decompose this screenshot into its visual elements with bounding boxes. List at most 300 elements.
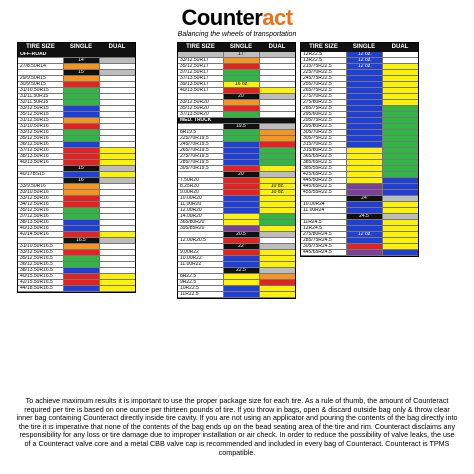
dual-cell (259, 88, 295, 93)
dual-cell (382, 190, 418, 195)
dual-cell (99, 136, 135, 141)
tire-size-cell: 31/11.50R15 (20, 94, 49, 99)
tire-size-cell: 245/70R19.5 (180, 142, 209, 147)
dual-cell (382, 58, 418, 63)
single-cell (223, 76, 259, 81)
tire-size-cell: 13R22.5 (303, 58, 322, 63)
dual-cell (259, 244, 295, 249)
tire-table-2 (177, 42, 296, 299)
tire-size-cell: 305/70R19.5 (180, 166, 209, 171)
single-cell (63, 202, 99, 207)
dual-cell (259, 58, 295, 63)
single-cell: 14" (63, 58, 99, 63)
dual-cell (259, 286, 295, 291)
dual-cell (259, 178, 295, 183)
dual-cell (99, 148, 135, 153)
tire-size-cell: 275/70R19.5 (180, 154, 209, 159)
dual-cell (99, 172, 135, 177)
tire-size-cell: 8R22.5 (180, 274, 197, 279)
tire-size-cell: 245/75R22.5 (303, 76, 332, 81)
dual-cell (382, 148, 418, 153)
single-cell (223, 142, 259, 147)
single-cell (346, 142, 382, 147)
single-cell: 19.5" (223, 124, 259, 129)
dual-cell (99, 202, 135, 207)
tire-size-cell: 12.00R20.5 (180, 238, 206, 243)
tire-size-cell: 11.00R20 (180, 202, 202, 207)
single-cell (63, 208, 99, 213)
single-cell: 16" (63, 178, 99, 183)
tire-size-cell: 385/55R22.5 (303, 166, 332, 171)
dual-cell (382, 100, 418, 105)
dual-cell (99, 196, 135, 201)
single-cell (223, 136, 259, 141)
tire-size-cell (18, 70, 63, 75)
single-cell: 12 oz. (346, 58, 382, 63)
single-cell (63, 142, 99, 147)
single-cell (223, 58, 259, 63)
dual-cell (259, 136, 295, 141)
header-single: SINGLE (69, 44, 93, 50)
single-cell: 16 oz. (223, 82, 259, 87)
tire-size-cell: 305/70R22.5 (303, 130, 332, 135)
tire-size-cell: 11R22.5 (180, 292, 199, 297)
brand-name (0, 6, 474, 30)
tire-size-cell: 38/13.50R16.5 (20, 268, 53, 273)
tire-size-cell: 285/70R19.5 (180, 160, 209, 165)
header-dual: DUAL (108, 44, 126, 50)
table-header (18, 43, 135, 52)
single-cell (223, 88, 259, 93)
single-cell (346, 112, 382, 117)
dual-cell (259, 142, 295, 147)
tire-size-cell: 275/70R22.5 (303, 94, 332, 99)
dual-cell (259, 196, 295, 201)
dual-cell (259, 70, 295, 75)
tire-size-cell: 42/14.50R16 (20, 232, 49, 237)
tire-size-cell (178, 244, 223, 249)
single-cell (346, 208, 382, 213)
dual-cell (382, 202, 418, 207)
tire-size-cell: 9.00R22 (180, 250, 199, 255)
tire-size-cell: 12.00R20 (180, 208, 202, 213)
tire-size-cell: 31/10.50R15 (20, 88, 49, 93)
single-cell (223, 292, 259, 297)
single-cell: 24" (346, 196, 382, 201)
tagline: Balancing the wheels of transportation (177, 31, 297, 38)
tire-size-cell: 7.50R20 (180, 178, 199, 183)
dual-cell (259, 76, 295, 81)
tire-size-cell: 10.00R24 (303, 202, 325, 207)
tire-size-cell: 295/80R22.5 (303, 124, 332, 129)
single-cell (63, 118, 99, 123)
single-cell (346, 226, 382, 231)
table-header (301, 43, 418, 52)
single-cell: 20" (223, 172, 259, 177)
single-cell (223, 70, 259, 75)
single-cell (346, 76, 382, 81)
dual-cell (99, 58, 135, 63)
tire-size-cell (178, 172, 223, 177)
table-header (178, 43, 295, 52)
single-cell (63, 124, 99, 129)
dual-cell (99, 280, 135, 285)
tire-size-cell: 295/60R22.5 (303, 112, 332, 117)
single-cell (223, 196, 259, 201)
tire-size-cell: 33/9.50R16 (20, 184, 46, 189)
dual-cell (259, 52, 295, 57)
dual-cell (382, 64, 418, 69)
tire-size-cell: 44/18.50R16.5 (20, 286, 53, 291)
dual-cell (382, 184, 418, 189)
dual-cell (259, 274, 295, 279)
single-cell (63, 184, 99, 189)
dual-cell (99, 256, 135, 261)
tire-size-cell: 35/12.50R17 (180, 64, 209, 69)
single-cell (346, 100, 382, 105)
dual-cell (382, 106, 418, 111)
dual-cell (99, 184, 135, 189)
tire-size-cell: 27/8.50R14 (20, 64, 46, 69)
single-cell (223, 286, 259, 291)
single-cell (346, 82, 382, 87)
tire-size-cell: 29/9.50R15 (20, 76, 46, 81)
single-cell (346, 250, 382, 255)
dual-cell: 10 oz. (259, 190, 295, 195)
single-cell (223, 166, 259, 171)
dual-cell (99, 70, 135, 75)
header-size: TIRE SIZE (309, 44, 338, 50)
single-cell (223, 178, 259, 183)
header-single: SINGLE (352, 44, 376, 50)
tire-size-cell: 37/12.50R16 (20, 214, 49, 219)
single-cell (223, 154, 259, 159)
single-cell (223, 148, 259, 153)
tire-size-cell: 295/75R22.5 (303, 118, 332, 123)
tire-size-cell: 31/10.50R16.5 (20, 244, 53, 249)
tire-size-cell: 10R22.5 (180, 286, 199, 291)
dual-cell (99, 154, 135, 159)
tire-size-cell: 37/13.50R20 (180, 112, 209, 117)
dual-cell (259, 148, 295, 153)
header-dual: DUAL (268, 44, 286, 50)
tire-size-cell: 285/75R22.5 (303, 106, 332, 111)
dual-cell (99, 160, 135, 165)
single-cell (346, 136, 382, 141)
tire-size-cell: 11R24.5 (303, 220, 322, 225)
tire-size-cell: 40/13.50R16 (20, 160, 49, 165)
single-cell (346, 124, 382, 129)
single-cell (63, 286, 99, 291)
single-cell: 12 oz. (346, 52, 382, 57)
tire-size-cell: 275/80R22.5 (303, 100, 332, 105)
dual-cell (99, 118, 135, 123)
tire-size-cell: 265/70R19.5 (180, 148, 209, 153)
tire-size-cell: 35/12.50R20 (180, 106, 209, 111)
dual-cell (382, 88, 418, 93)
dual-cell (99, 286, 135, 291)
dual-cell (99, 232, 135, 237)
single-cell: 22" (223, 244, 259, 249)
tire-size-cell: 9.00R20 (180, 190, 199, 195)
dual-cell (259, 232, 295, 237)
single-cell (346, 154, 382, 159)
tire-size-cell: 445/50R22.5 (303, 178, 332, 183)
dual-cell (99, 262, 135, 267)
dual-cell (99, 226, 135, 231)
dual-cell (382, 232, 418, 237)
single-cell (223, 106, 259, 111)
single-cell (223, 190, 259, 195)
dual-cell (99, 238, 135, 243)
footer-note: To achieve maximum results it is important to use the proper package size for each tire. As a rule of thumb, the amount of Counteract required per tire is based on one ounce per thirteen pounds of tire. If you throw in bags, open & discard outside bag only & throw clear inner bag containing Counteract directly inside tire cavity. If you are not using an applicator and pouring the contents of the bag directly into the tire it is imperative that none of the contents of the bag ends up on the bead seating area of the tire and rim. Counteract disclaims any responsibility for any loss or tire damage due to improper installation or air check. In order to reduce the possibility of valve leaks, the use of a Counteract valve core and a metal CBB valve cap is recommended and included in every bag of Counteract. Counteract is TPMS compatible. (16, 396, 458, 457)
header-size: TIRE SIZE (26, 44, 55, 50)
single-cell: 17" (223, 52, 259, 57)
single-cell (63, 88, 99, 93)
dual-cell (259, 214, 295, 219)
dual-cell (259, 202, 295, 207)
tire-size-cell: 30/9.50R15 (20, 82, 46, 87)
single-cell: 20" (223, 94, 259, 99)
tire-table-3 (300, 42, 419, 257)
dual-cell (99, 124, 135, 129)
logo (0, 6, 474, 38)
tire-size-cell: OFF-ROAD (20, 52, 47, 57)
dual-cell (259, 106, 295, 111)
tire-size-cell: 305/75R24.5 (303, 244, 332, 249)
tire-size-cell: 225/70R22.5 (303, 70, 332, 75)
single-cell (63, 274, 99, 279)
table-row (301, 250, 418, 256)
single-cell (223, 220, 259, 225)
dual-cell (382, 52, 418, 57)
tire-size-cell: 37/12.50R16 (20, 148, 49, 153)
dual-cell (382, 76, 418, 81)
single-cell (223, 274, 259, 279)
dual-cell (99, 76, 135, 81)
single-cell (223, 160, 259, 165)
single-cell (63, 172, 99, 177)
dual-cell (99, 190, 135, 195)
tire-size-cell: 455/55R22.5 (303, 190, 332, 195)
tire-size-cell: 9R22.5 (180, 280, 197, 285)
tire-size-cell: 33/12.50R16.5 (20, 250, 53, 255)
tire-size-cell (301, 196, 346, 201)
single-cell (346, 166, 382, 171)
single-cell (346, 160, 382, 165)
tire-size-cell: 38/13.50R16 (20, 220, 49, 225)
tire-size-cell: 275/80R24.5 (303, 232, 332, 237)
header-dual: DUAL (391, 44, 409, 50)
single-cell (63, 112, 99, 117)
single-cell (346, 70, 382, 75)
dual-cell (259, 292, 295, 297)
dual-cell (382, 118, 418, 123)
tire-size-cell: 36/12.50R16.5 (20, 262, 53, 267)
single-cell (346, 148, 382, 153)
single-cell (346, 94, 382, 99)
tire-size-cell: 315/70R22.5 (303, 142, 332, 147)
tire-size-cell (18, 238, 63, 243)
single-cell (63, 154, 99, 159)
tire-size-cell: MED. TRUCK (180, 118, 212, 123)
single-cell (63, 250, 99, 255)
single-cell (63, 94, 99, 99)
single-cell (223, 112, 259, 117)
dual-cell (382, 154, 418, 159)
dual-cell (382, 70, 418, 75)
tire-size-cell: 36/12.50R16 (20, 142, 49, 147)
tire-size-cell (18, 178, 63, 183)
dual-cell (382, 172, 418, 177)
tire-size-cell: 33/12.50R16 (20, 196, 49, 201)
tire-size-cell: 225/70R19.5 (180, 136, 209, 141)
single-cell (223, 262, 259, 267)
single-cell (223, 238, 259, 243)
single-cell: 24.5" (346, 214, 382, 219)
brand-main: Counter (181, 5, 263, 30)
dual-cell (259, 226, 295, 231)
single-cell: 15" (63, 70, 99, 75)
dual-cell (99, 130, 135, 135)
tire-size-cell: 37/13.50R17 (180, 76, 209, 81)
single-cell: 15" (63, 166, 99, 171)
tire-size-cell: 315/80R22.5 (303, 148, 332, 153)
single-cell (223, 280, 259, 285)
dual-cell (99, 142, 135, 147)
tire-size-cell: 40/13.50R17 (180, 88, 209, 93)
single-cell (63, 76, 99, 81)
single-cell (346, 244, 382, 249)
dual-cell (99, 106, 135, 111)
single-cell (223, 208, 259, 213)
single-cell (223, 100, 259, 105)
tire-size-cell: 33/12.50R16 (20, 130, 49, 135)
dual-cell (99, 250, 135, 255)
single-cell: 20.5" (223, 232, 259, 237)
single-cell (346, 118, 382, 123)
dual-cell (259, 250, 295, 255)
single-cell (63, 256, 99, 261)
dual-cell (259, 94, 295, 99)
dual-cell (259, 238, 295, 243)
dual-cell (99, 178, 135, 183)
dual-cell (99, 112, 135, 117)
dual-cell (382, 250, 418, 255)
dual-cell (259, 280, 295, 285)
header-size: TIRE SIZE (186, 44, 215, 50)
tire-size-cell: 33/12.50R15 (20, 106, 49, 111)
tire-size-cell: 33/12.50R20 (180, 100, 209, 105)
single-cell (223, 226, 259, 231)
single-cell (223, 184, 259, 189)
tire-size-cell: 395/85R20 (180, 226, 205, 231)
tire-size-cell: 10.00R20 (180, 196, 202, 201)
single-cell (63, 232, 99, 237)
dual-cell (259, 262, 295, 267)
tire-size-cell: 31/12.50R15 (20, 118, 49, 123)
dual-cell (259, 100, 295, 105)
tire-size-cell: 39/13.50R17 (180, 82, 209, 87)
single-cell: 22.5" (223, 268, 259, 273)
dual-cell (99, 166, 135, 171)
dual-cell (259, 154, 295, 159)
tire-size-cell: 445/65R22.5 (303, 184, 332, 189)
single-cell (63, 280, 99, 285)
dual-cell (382, 178, 418, 183)
dual-cell (99, 214, 135, 219)
dual-cell (382, 94, 418, 99)
single-cell (63, 160, 99, 165)
single-cell (346, 190, 382, 195)
tire-size-cell: 265/75R22.5 (303, 88, 332, 93)
dual-cell (382, 124, 418, 129)
dual-cell (382, 142, 418, 147)
single-cell (63, 64, 99, 69)
brand-accent: act (262, 5, 293, 30)
dual-cell (259, 256, 295, 261)
dual-cell (99, 274, 135, 279)
tire-size-cell: 12R24.5 (303, 226, 322, 231)
tire-size-cell (178, 52, 223, 57)
tire-size-cell: 255/70R22.5 (303, 82, 332, 87)
tire-size-cell: 8.25R20 (180, 184, 199, 189)
single-cell (223, 64, 259, 69)
tire-size-cell: 425/65R22.5 (303, 172, 332, 177)
single-cell (63, 268, 99, 273)
tire-size-cell: 445/65R24.5 (303, 250, 332, 255)
tire-size-cell: 365/65R22.5 (303, 154, 332, 159)
dual-cell (382, 82, 418, 87)
single-cell (223, 256, 259, 261)
single-cell (63, 100, 99, 105)
dual-cell (99, 268, 135, 273)
dual-cell (382, 244, 418, 249)
single-cell: 12 oz. (346, 64, 382, 69)
dual-cell (259, 160, 295, 165)
single-cell (63, 136, 99, 141)
single-cell (346, 238, 382, 243)
tire-size-cell: 365/80R20 (180, 220, 205, 225)
tire-size-cell: 35/12.50R15 (20, 112, 49, 117)
dual-cell (259, 124, 295, 129)
tire-size-cell: 34/12.50R16 (20, 202, 49, 207)
tire-size-cell: 37/12.50R17 (180, 70, 209, 75)
tire-size-cell (178, 268, 223, 273)
single-cell: 16.5" (63, 238, 99, 243)
tire-size-cell: 40/13.50R16 (20, 226, 49, 231)
dual-cell (382, 112, 418, 117)
dual-cell (99, 94, 135, 99)
dual-cell (259, 166, 295, 171)
single-cell: 12 oz. (346, 232, 382, 237)
tire-size-cell: 12R22.5 (303, 52, 322, 57)
dual-cell (382, 238, 418, 243)
dual-cell (382, 220, 418, 225)
single-cell (63, 262, 99, 267)
tire-size-cell: 40/17BS15 (20, 172, 45, 177)
tire-size-cell (18, 166, 63, 171)
single-cell (63, 130, 99, 135)
single-cell (63, 148, 99, 153)
single-cell (63, 220, 99, 225)
dual-cell (259, 172, 295, 177)
tire-size-cell: 11.00R24 (303, 208, 325, 213)
tire-size-cell: 35/12.50R16.5 (20, 256, 53, 261)
dual-cell (99, 100, 135, 105)
dual-cell (259, 82, 295, 87)
single-cell (63, 196, 99, 201)
